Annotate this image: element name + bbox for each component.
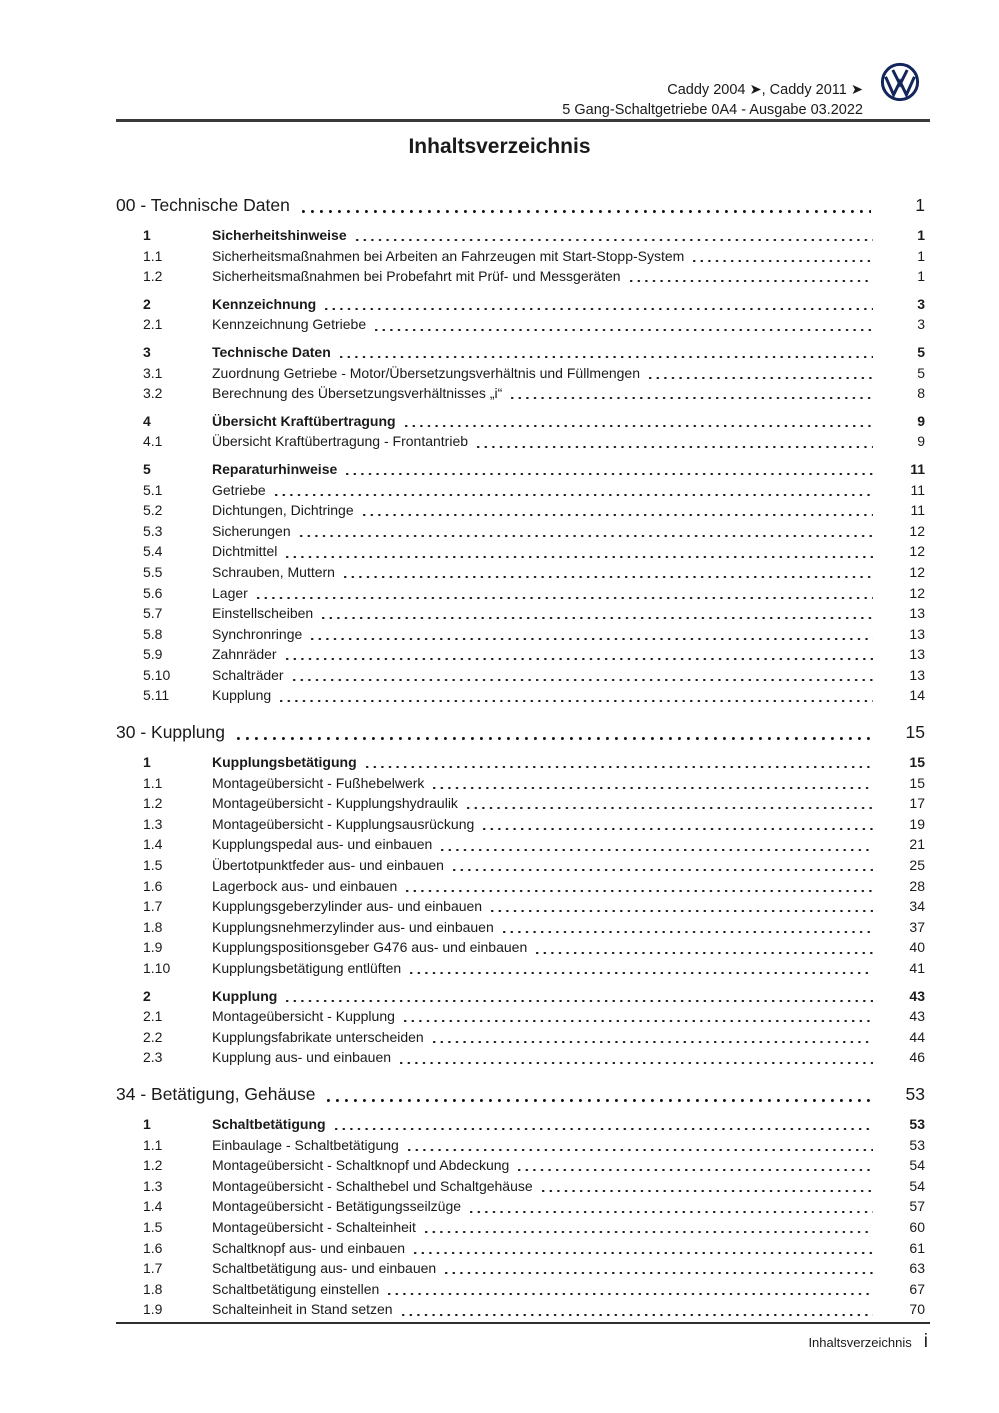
toc-entry-row[interactable] [116,1238,930,1259]
entry-page: 1 [917,227,925,243]
entry-page: 40 [909,939,925,956]
entry-page: 19 [909,815,925,832]
entry-page: 21 [909,836,925,853]
dot-leader [366,314,879,335]
dot-leader [458,793,879,814]
entry-page: 70 [909,1301,925,1318]
entry-label: Kupplung [212,987,278,1004]
dot-leader [436,1258,879,1279]
dot-leader [331,342,879,363]
dot-leader [399,1135,879,1156]
entry-number: 3.1 [143,364,163,381]
dot-leader [396,411,879,432]
toc-entry-row[interactable] [116,541,930,562]
dot-leader [335,562,879,583]
chapter-entries [116,752,930,1068]
dot-leader [509,1155,879,1176]
entry-page: 5 [917,364,925,381]
entry-number: 5.4 [143,543,163,560]
dot-leader [444,855,879,876]
entry-page: 43 [909,987,925,1004]
dot-leader [284,665,879,686]
entry-label: Sicherheitsmaßnahmen bei Probefahrt mit Prüf- und Messgeräten [212,268,621,285]
entry-page: 12 [909,522,925,539]
chapter-page: 15 [905,722,925,743]
dot-leader [248,583,879,604]
entry-number: 1.5 [143,1218,163,1235]
toc-entry-row[interactable] [116,480,930,501]
entry-number: 2 [143,295,151,312]
dot-leader [621,266,879,287]
entry-number: 1 [143,754,151,771]
dot-leader [401,958,879,979]
entry-number: 1.6 [143,1239,163,1256]
dot-leader [684,246,879,267]
entry-page: 11 [910,481,925,498]
toc-entry-row[interactable] [116,431,930,452]
entry-page: 1 [917,247,925,264]
page-footer [116,1322,930,1353]
dot-leader [482,896,879,917]
chapter-label: 30 - Kupplung [116,722,225,743]
toc-entry-row[interactable] [116,314,930,335]
entry-number: 1.2 [143,1157,163,1174]
dot-leader [468,431,879,452]
entry-number: 1.6 [143,877,163,894]
entry-label: Kennzeichnung [212,295,317,312]
entry-label: Schaltbetätigung aus- und einbauen [212,1260,437,1277]
entry-number: 2.3 [143,1049,163,1066]
entry-label: Montageübersicht - Fußhebelwerk [212,774,425,791]
entry-page: 17 [909,795,925,812]
entry-number: 1.9 [143,939,163,956]
toc-entry-row[interactable] [116,773,930,794]
toc-entry-row[interactable] [116,896,930,917]
entry-label: Übersicht Kraftübertragung - Frontantrieb [212,433,469,450]
entry-label: Reparaturhinweise [212,460,338,477]
entry-number: 5 [143,460,151,477]
dot-leader [302,624,879,645]
chapter-label: 34 - Betätigung, Gehäuse [116,1083,316,1104]
entry-label: Montageübersicht - Kupplungsausrückung [212,815,475,832]
entry-number: 1.10 [143,960,171,976]
entry-number: 1 [143,1115,151,1132]
entry-page: 12 [909,584,925,601]
entry-number: 5.9 [143,646,163,663]
entry-page: 13 [909,646,925,663]
entry-label: Getriebe [212,481,266,498]
dot-leader [502,383,879,404]
entry-label: Synchronringe [212,625,303,642]
toc-entry-row[interactable] [116,603,930,624]
entry-label: Kupplungspositionsgeber G476 aus- und einbauen [212,939,528,956]
entry-page: 53 [909,1115,925,1132]
entry-label: Kupplungsgeberzylinder aus- und einbauen [212,898,483,915]
toc-entry-row[interactable] [116,562,930,583]
toc-entry-row[interactable] [116,363,930,384]
entry-page: 25 [909,857,925,874]
dot-leader [277,541,879,562]
dot-leader [393,1299,879,1320]
entry-label: Technische Daten [212,343,331,360]
entry-page: 60 [909,1218,925,1235]
entry-number: 5.2 [143,502,163,519]
entry-page: 44 [909,1028,925,1045]
entry-label: Berechnung des Übersetzungsverhältnisses „i“ [212,385,503,402]
dot-leader [225,719,879,745]
toc-entry-row[interactable] [116,1299,930,1320]
entry-label: Kupplungsnehmerzylinder aus- und einbauen [212,918,494,935]
entry-page: 3 [917,316,925,333]
toc-entry-row[interactable] [116,876,930,897]
entry-number: 1.3 [143,1177,163,1194]
entry-number: 1.1 [143,247,163,264]
entry-number: 1.5 [143,857,163,874]
toc-entry-row[interactable] [116,958,930,979]
entry-page: 28 [909,877,925,894]
entry-page: 57 [909,1198,925,1215]
toc-entry-row[interactable] [116,1114,930,1135]
entry-number: 5.10 [143,666,171,683]
entry-label: Schaltbetätigung einstellen [212,1280,380,1297]
toc-entry-row[interactable] [116,1135,930,1156]
entry-label: Kupplung aus- und einbauen [212,1049,392,1066]
entry-label: Montageübersicht - Kupplungshydraulik [212,795,458,812]
entry-label: Lagerbock aus- und einbauen [212,877,398,894]
entry-page: 67 [909,1280,925,1297]
entry-number: 5.8 [143,625,163,642]
entry-page: 54 [909,1177,925,1194]
chapter-page: 1 [915,195,925,215]
toc-entry-row[interactable] [116,1217,930,1238]
entry-label: Schalteinheit in Stand setzen [212,1301,393,1318]
dot-leader [357,752,879,773]
toc-entry-row[interactable] [116,1196,930,1217]
toc-chapter [116,1081,930,1320]
entry-number: 1.8 [143,918,163,935]
dot-leader [313,603,879,624]
entry-label: Kupplung [212,687,272,704]
toc-entry-row[interactable] [116,814,930,835]
dot-leader [405,1238,879,1259]
entry-page: 37 [909,918,925,935]
entry-page: 3 [917,295,925,312]
dot-leader [347,225,879,246]
entry-label: Schrauben, Muttern [212,563,335,580]
dot-leader [354,500,879,521]
toc-entry-row[interactable] [116,246,930,267]
entry-label: Montageübersicht - Kupplung [212,1008,395,1025]
toc-chapter-row[interactable] [116,192,930,218]
entry-label: Dichtmittel [212,543,278,560]
entry-number: 5.11 [143,687,170,704]
dot-leader [461,1196,879,1217]
entry-page: 9 [917,433,925,450]
entry-label: Kupplungsbetätigung [212,754,357,771]
entry-page: 53 [909,1136,925,1153]
toc-entry-row[interactable] [116,1155,930,1176]
entry-page: 34 [909,898,925,915]
entry-page: 41 [909,960,925,976]
vw-logo-icon [880,62,920,102]
entry-page: 11 [910,502,925,519]
entry-label: Schaltbetätigung [212,1115,326,1132]
entry-number: 1.7 [143,898,163,915]
toc-entry-row[interactable] [116,500,930,521]
entry-label: Kennzeichnung Getriebe [212,316,367,333]
entry-number: 3 [143,343,151,360]
header-edition-line: 5 Gang-Schaltgetriebe 0A4 - Ausgabe 03.2022 [562,102,863,118]
dot-leader [424,773,879,794]
entry-page: 9 [917,412,925,429]
dot-leader [395,1006,879,1027]
toc-entry-row[interactable] [116,937,930,958]
dot-leader [379,1279,879,1300]
entry-number: 5.3 [143,522,163,539]
toc-entry-row[interactable] [116,917,930,938]
dot-leader [316,294,879,315]
dot-leader [271,685,879,706]
entry-number: 1.2 [143,268,163,285]
toc-entry-row[interactable] [116,624,930,645]
entry-label: Montageübersicht - Schaltknopf und Abdeckung [212,1157,510,1174]
chapter-page: 53 [905,1083,925,1104]
toc-entry-row[interactable] [116,834,930,855]
toc-entry-row[interactable] [116,1176,930,1197]
dot-leader [424,1027,879,1048]
entry-label: Kupplungspedal aus- und einbauen [212,836,433,853]
entry-number: 1.4 [143,836,163,853]
toc-entry-row[interactable] [116,644,930,665]
entry-label: Montageübersicht - Schalteinheit [212,1218,416,1235]
entry-page: 46 [909,1049,925,1066]
toc-entry-row[interactable] [116,459,930,480]
footer-section-label: Inhaltsverzeichnis [808,1335,912,1350]
dot-leader [432,834,879,855]
header-divider [116,119,930,122]
entry-number: 1.8 [143,1280,163,1297]
entry-number: 1.7 [143,1260,163,1277]
entry-number: 1.4 [143,1198,163,1215]
toc-entry-row[interactable] [116,1258,930,1279]
entry-label: Schalträder [212,666,284,683]
dot-leader [277,644,879,665]
dot-leader [326,1114,879,1135]
entry-number: 5.5 [143,563,163,580]
entry-label: Übersicht Kraftübertragung [212,412,396,429]
entry-page: 13 [909,605,925,622]
toc-entry-row[interactable] [116,1047,930,1068]
entry-page: 12 [909,563,925,580]
toc-entry-row[interactable] [116,855,930,876]
entry-page: 1 [917,268,925,285]
entry-label: Zahnräder [212,646,277,663]
entry-page: 5 [917,343,925,360]
chapter-entries [116,1114,930,1320]
dot-leader [337,459,879,480]
toc-chapter [116,719,930,1068]
entry-number: 3.2 [143,385,163,402]
dot-leader [533,1176,879,1197]
entry-page: 15 [909,774,925,791]
entry-number: 5.6 [143,584,163,601]
toc-entry-row[interactable] [116,1006,930,1027]
entry-number: 1.3 [143,815,163,832]
entry-label: Einbaulage - Schaltbetätigung [212,1136,399,1153]
entry-number: 1.1 [143,774,163,791]
dot-leader [474,814,879,835]
entry-page: 15 [909,754,925,771]
toc-entry-row[interactable] [116,521,930,542]
toc-entry-row[interactable] [116,1279,930,1300]
entry-number: 1.1 [143,1136,163,1153]
entry-page: 13 [909,666,925,683]
dot-leader [416,1217,879,1238]
dot-leader [494,917,879,938]
dot-leader [391,1047,879,1068]
toc-chapter-row[interactable] [116,719,930,745]
entry-page: 54 [909,1157,925,1174]
entry-label: Sicherheitshinweise [212,227,347,243]
toc-entry-row[interactable] [116,1027,930,1048]
header-model-line: Caddy 2004 ➤, Caddy 2011 ➤ [667,82,863,98]
toc-entry-row[interactable] [116,986,930,1007]
entry-label: Lager [212,584,248,601]
entry-number: 2.1 [143,316,163,333]
toc-entry-row[interactable] [116,685,930,706]
toc-entry-row[interactable] [116,665,930,686]
entry-page: 12 [909,543,925,560]
entry-label: Kupplungsbetätigung entlüften [212,960,402,976]
dot-leader [290,192,879,218]
toc-entry-row[interactable] [116,342,930,363]
toc-entry-row[interactable] [116,294,930,315]
entry-page: 8 [917,385,925,402]
entry-label: Schaltknopf aus- und einbauen [212,1239,406,1256]
dot-leader [277,986,879,1007]
footer-page-number: i [923,1331,928,1352]
dot-leader [266,480,879,501]
toc-entry-row[interactable] [116,583,930,604]
entry-label: Montageübersicht - Schalthebel und Schaltgehäuse [212,1177,533,1194]
entry-number: 2.1 [143,1008,163,1025]
entry-label: Dichtungen, Dichtringe [212,502,354,519]
dot-leader [640,363,879,384]
entry-number: 5.7 [143,605,163,622]
entry-page: 43 [909,1008,925,1025]
entry-number: 1.9 [143,1301,163,1318]
entry-label: Zuordnung Getriebe - Motor/Übersetzungsverhältnis und Füllmengen [212,364,641,381]
entry-page: 63 [909,1260,925,1277]
entry-number: 1 [143,227,151,243]
entry-label: Sicherungen [212,522,291,539]
chapter-label: 00 - Technische Daten [116,195,290,215]
toc-entry-row[interactable] [116,383,930,404]
toc-entry-row[interactable] [116,793,930,814]
entry-page: 61 [909,1239,925,1256]
entry-number: 5.1 [143,481,163,498]
toc-entry-row[interactable] [116,266,930,287]
toc-entry-row[interactable] [116,752,930,773]
entry-label: Einstellscheiben [212,605,314,622]
toc-entry-row[interactable] [116,225,930,246]
toc-entry-row[interactable] [116,411,930,432]
entry-label: Sicherheitsmaßnahmen bei Arbeiten an Fahrzeugen mit Start-Stopp-System [212,247,685,264]
dot-leader [397,876,879,897]
entry-number: 1.2 [143,795,163,812]
entry-number: 2 [143,987,151,1004]
entry-label: Montageübersicht - Betätigungsseilzüge [212,1198,462,1215]
entry-label: Übertotpunktfeder aus- und einbauen [212,857,444,874]
dot-leader [315,1081,879,1107]
entry-number: 2.2 [143,1028,163,1045]
dot-leader [527,937,879,958]
document-header [562,80,863,120]
entry-number: 4 [143,412,151,429]
page-title: Inhaltsverzeichnis [408,135,591,158]
entry-number: 4.1 [143,433,163,450]
toc-chapter-row[interactable] [116,1081,930,1107]
toc-chapter [116,192,930,706]
entry-label: Kupplungsfabrikate unterscheiden [212,1028,424,1045]
entry-page: 11 [910,460,925,477]
entry-page: 14 [909,687,925,704]
entry-page: 13 [909,625,925,642]
dot-leader [291,521,879,542]
chapter-entries [116,225,930,706]
toc [116,192,930,1320]
